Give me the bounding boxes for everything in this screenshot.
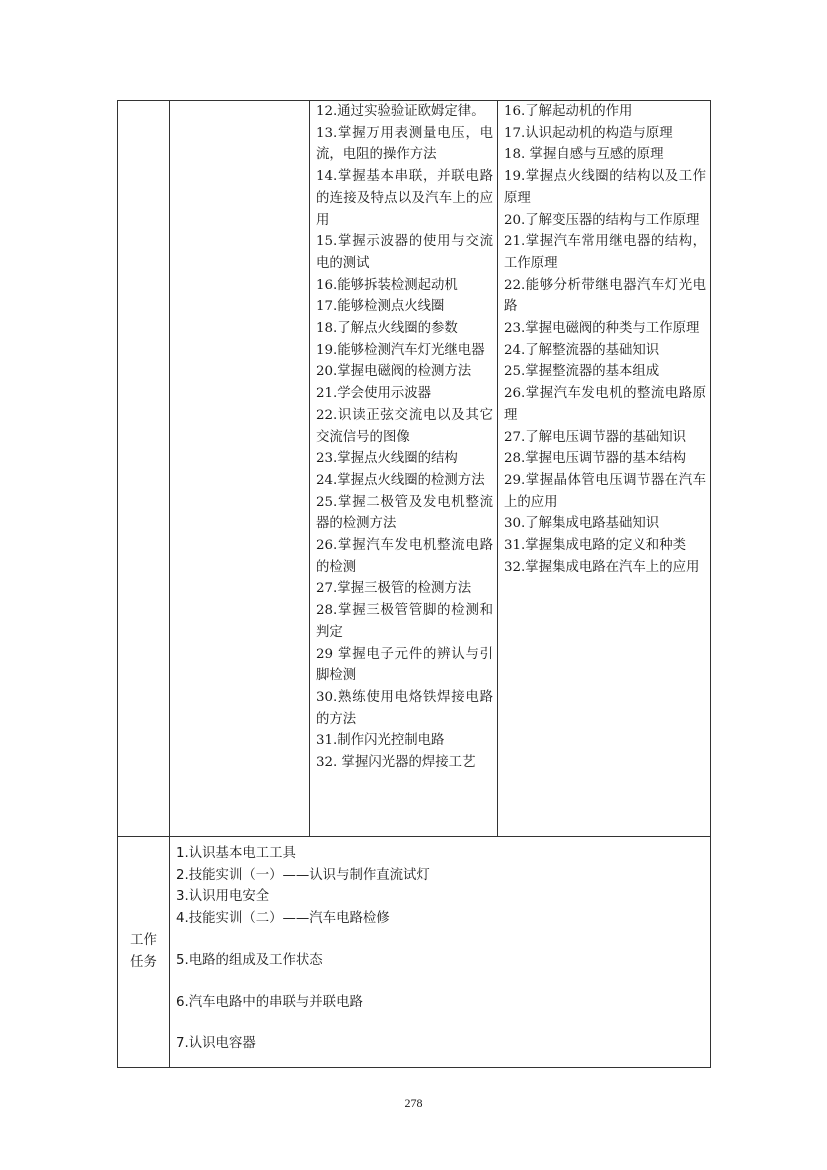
list-item: 13.掌握万用表测量电压，电流，电阻的操作方法 [316, 125, 493, 163]
list-item: 31.掌握集成电路的定义和种类 [504, 538, 686, 554]
list-item: 20.掌握电磁阀的检测方法 [316, 364, 472, 380]
list-item: 28.掌握电压调节器的基本结构 [504, 451, 686, 467]
task-item: 1.认识基本电工工具 [176, 846, 296, 861]
knowledge-cell [498, 101, 711, 837]
list-item: 22.能够分析带继电器汽车灯光电路 [504, 277, 706, 315]
list-item: 20.了解变压器的结构与工作原理 [504, 212, 700, 228]
task-item: 2.技能实训（一）——认识与制作直流试灯 [176, 867, 430, 883]
list-item: 26.掌握汽车发电机的整流电路原理 [504, 386, 706, 423]
tasks-cell [170, 837, 711, 1068]
list-item: 28.掌握三极管管脚的检测和判定 [316, 603, 493, 640]
list-item: 18.了解点火线圈的参数 [316, 321, 458, 337]
list-item: 22.识读正弦交流电以及其它交流信号的图像 [316, 407, 493, 445]
list-item: 27.了解电压调节器的基础知识 [504, 429, 686, 445]
task-item: 5.电路的组成及工作状态 [176, 952, 323, 968]
task-item: 6.汽车电路中的串联与并联电路 [176, 994, 363, 1010]
list-item: 21.掌握汽车常用继电器的结构，工作原理 [504, 234, 706, 271]
list-item: 16.了解起动机的作用 [504, 104, 633, 119]
list-item: 29 掌握电子元件的辨认与引脚检测 [316, 646, 493, 684]
knowledge-list [498, 101, 710, 578]
list-item: 21.学会使用示波器 [316, 386, 432, 402]
skills-cell [310, 101, 498, 837]
list-item: 30.熟练使用电烙铁焊接电路的方法 [316, 689, 493, 727]
list-item: 15.掌握示波器的使用与交流电的测试 [316, 234, 493, 271]
empty-cell [170, 101, 310, 837]
task-item: 7.认识电容器 [176, 1036, 256, 1052]
list-item: 18. 掌握自感与互感的原理 [504, 147, 664, 163]
list-item: 19.能够检测汽车灯光继电器 [316, 342, 485, 358]
list-item: 12.通过实验验证欧姆定律。 [316, 104, 485, 119]
list-item: 31.制作闪光控制电路 [316, 733, 445, 749]
list-item: 29.掌握晶体管电压调节器在汽车上的应用 [504, 472, 706, 510]
abilities-row [118, 101, 711, 837]
list-item: 23.掌握电磁阀的种类与工作原理 [504, 321, 700, 337]
tasks-row [118, 837, 711, 1068]
list-item: 17.能够检测点火线圈 [316, 299, 445, 315]
list-item: 17.认识起动机的构造与原理 [504, 125, 673, 141]
empty-label-cell [118, 101, 170, 837]
page-number: 278 [404, 1096, 423, 1110]
list-item: 16.能够拆装检测起动机 [316, 277, 458, 293]
list-item: 32.掌握集成电路在汽车上的应用 [504, 559, 700, 575]
list-item: 32. 掌握闪光器的焊接工艺 [316, 755, 476, 771]
tasks-label-cell [118, 837, 170, 1068]
tasks-list [170, 837, 710, 1055]
list-item: 24.掌握点火线圈的检测方法 [316, 472, 485, 488]
skills-list [310, 101, 497, 774]
task-item: 3.认识用电安全 [176, 889, 270, 905]
list-item: 14.掌握基本串联，并联电路的连接及特点以及汽车上的应用 [316, 169, 493, 228]
list-item: 19.掌握点火线圈的结构以及工作原理 [504, 169, 706, 206]
list-item: 24.了解整流器的基础知识 [504, 342, 660, 358]
list-item: 25.掌握整流器的基本组成 [504, 364, 660, 380]
list-item: 25.掌握二极管及发电机整流器的检测方法 [316, 494, 493, 532]
task-item: 4.技能实训（二）——汽车电路检修 [176, 911, 390, 927]
list-item: 23.掌握点火线圈的结构 [316, 451, 458, 467]
curriculum-table [117, 100, 711, 1068]
tasks-label: 工作任务 [130, 933, 157, 970]
list-item: 26.掌握汽车发电机整流电路的检测 [316, 538, 493, 575]
list-item: 30.了解集成电路基础知识 [504, 516, 660, 532]
list-item: 27.掌握三极管的检测方法 [316, 581, 472, 597]
